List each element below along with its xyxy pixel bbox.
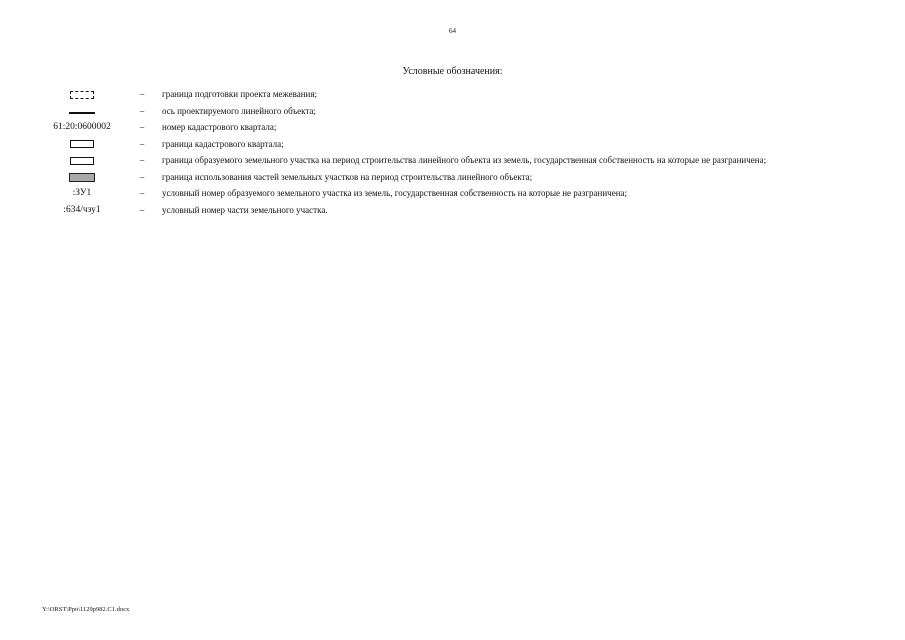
solid-line-icon (69, 112, 95, 114)
legend-description: граница образуемого земельного участка на период строительства линейного объекта из земель, государственная собственность на которые не разграничена; (162, 155, 767, 165)
legend-description: условный номер части земельного участка. (162, 204, 328, 215)
legend-description: граница использования частей земельных участков на период строительства линейного объекта; (162, 171, 533, 182)
legend-dash: – (139, 122, 145, 132)
legend-symbol (42, 172, 122, 183)
legend-dash: – (139, 204, 145, 215)
legend-dash: – (139, 89, 145, 99)
legend-dash: – (139, 155, 145, 165)
legend-title: Условные обозначения: (402, 66, 503, 77)
legend-dash: – (139, 138, 145, 149)
legend-row-object-axis (42, 106, 864, 117)
legend-dash: – (139, 188, 145, 198)
cadastral-quarter-number: 61:20:0600002 (53, 122, 111, 132)
legend-row-cadastral-number (42, 122, 864, 133)
legend-symbol (42, 155, 122, 166)
legend-row-cadastral-boundary (42, 139, 864, 150)
plot-part-number: :634/чзу1 (63, 204, 101, 215)
legend-description: ось проектируемого линейного объекта; (162, 105, 316, 116)
footer-file-path: Y:\ORST\Ppo\1129p982.C1.docx (42, 606, 130, 613)
legend-symbol (42, 205, 122, 216)
legend-dash: – (139, 171, 145, 182)
page-number: 64 (449, 27, 456, 35)
legend-symbol (42, 139, 122, 150)
legend-dash: – (139, 105, 145, 116)
legend-symbol (42, 122, 122, 133)
legend-row-parts-boundary (42, 172, 864, 183)
legend-description: номер кадастрового квартала; (162, 122, 277, 132)
legend-description: граница подготовки проекта межевания; (162, 89, 318, 99)
legend-list (42, 89, 864, 221)
legend-description: граница кадастрового квартала; (162, 138, 284, 149)
legend-row-part-number (42, 205, 864, 216)
legend-symbol (42, 106, 122, 117)
rectangle-icon (70, 140, 94, 148)
plot-conditional-number: :ЗУ1 (72, 188, 92, 198)
gray-rectangle-icon (69, 173, 95, 182)
dashed-rectangle-icon (70, 91, 94, 99)
legend-row-survey-boundary (42, 89, 864, 100)
legend-symbol (42, 89, 122, 100)
legend-row-plot-boundary (42, 155, 864, 166)
legend-symbol (42, 188, 122, 199)
rectangle-icon (70, 157, 94, 165)
legend-row-plot-number (42, 188, 864, 199)
legend-description: условный номер образуемого земельного участка из земель, государственная собственность на которые не разграничена; (162, 188, 628, 198)
